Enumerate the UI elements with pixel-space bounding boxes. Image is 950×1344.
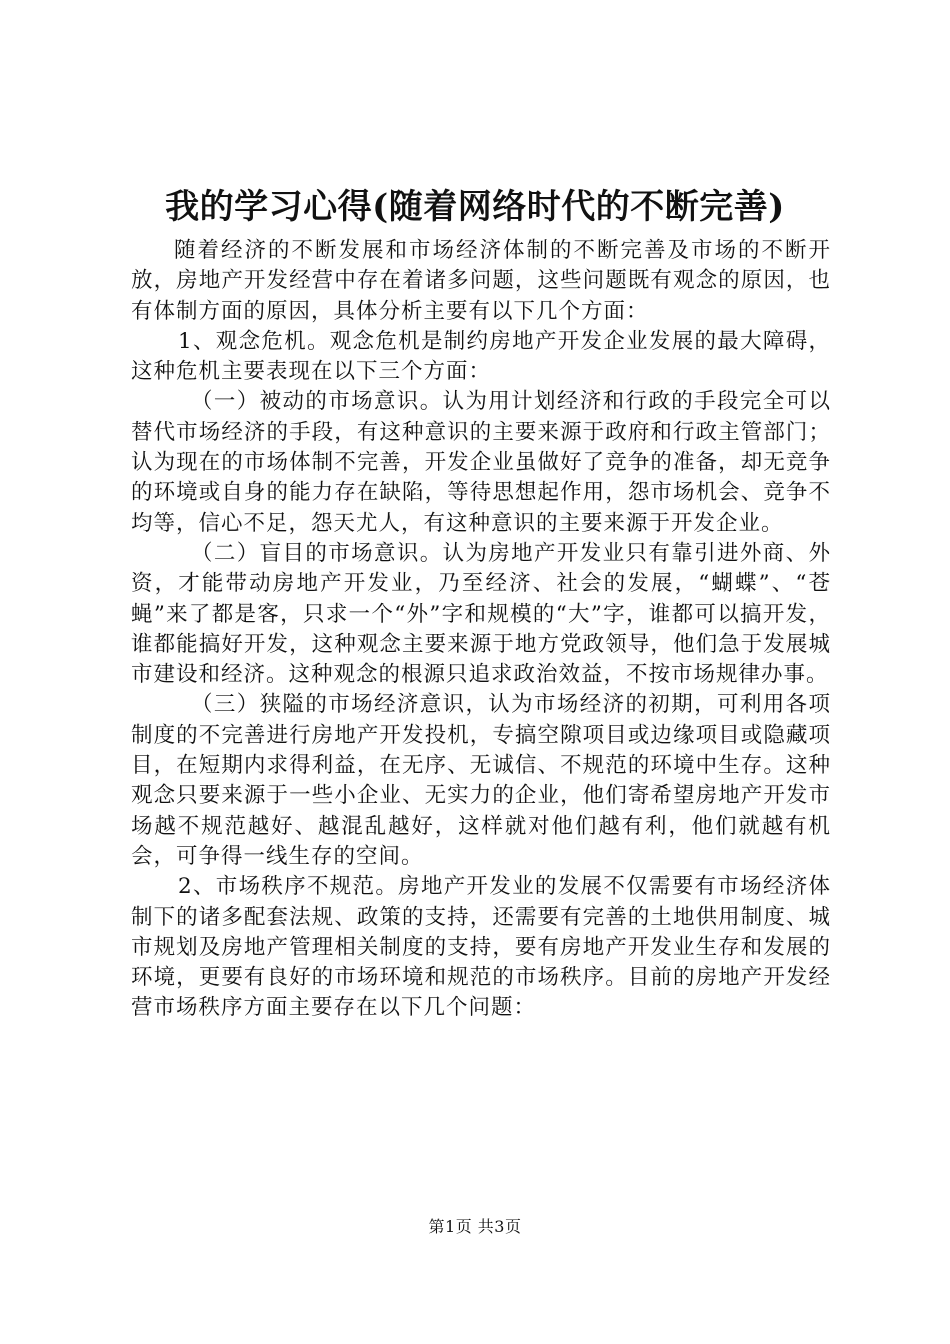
document-title: 我的学习心得(随着网络时代的不断完善) (165, 187, 785, 227)
document-body (131, 236, 831, 1024)
page-number-footer: 第1页 共3页 (428, 1217, 522, 1236)
paragraph-blind-market-awareness: （二）盲目的市场意识。认为房地产开发业只有靠引进外商、外资，才能带动房地产开发业，乃至经济、社会的发展，“蝴蝶”、“苍蝇”来了都是客，只求一个“外”字和规模的“大”字，谁都可以搞开发，谁都能搞好开发，这种观念主要来源于地方党政领导，他们急于发展城市建设和经济。这种观念的根源只追求政治效益，不按市场规律办事。 (131, 540, 831, 688)
paragraph-concept-crisis: 1、观念危机。观念危机是制约房地产开发企业发展的最大障碍，这种危机主要表现在以下三个方面： (131, 328, 831, 385)
paragraph-intro: 随着经济的不断发展和市场经济体制的不断完善及市场的不断开放，房地产开发经营中存在着诸多问题，这些问题既有观念的原因，也有体制方面的原因，具体分析主要有以下几个方面： (131, 238, 831, 324)
paragraph-narrow-market-awareness: （三）狭隘的市场经济意识，认为市场经济的初期，可利用各项制度的不完善进行房地产开发投机，专搞空隙项目或边缘项目或隐藏项目，在短期内求得利益，在无序、无诚信、不规范的环境中生存。这种观念只要来源于一些小企业、无实力的企业，他们寄希望房地产开发市场越不规范越好、越混乱越好，这样就对他们越有利，他们就越有机会，可争得一线生存的空间。 (131, 692, 831, 869)
paragraph-passive-market-awareness: （一）被动的市场意识。认为用计划经济和行政的手段完全可以替代市场经济的手段，有这种意识的主要来源于政府和行政主管部门；认为现在的市场体制不完善，开发企业虽做好了竞争的准备，却无竞争的环境或自身的能力存在缺陷，等待思想起作用，怨市场机会、竞争不均等，信心不足，怨天尤人，有这种意识的主要来源于开发企业。 (131, 389, 831, 536)
paragraph-market-order: 2、市场秩序不规范。房地产开发业的发展不仅需要有市场经济体制下的诸多配套法规、政策的支持，还需要有完善的土地供用制度、城市规划及房地产管理相关制度的支持，要有房地产开发业生存和发展的环境，更要有良好的市场环境和规范的市场秩序。目前的房地产开发经营市场秩序方面主要存在以下几个问题： (131, 874, 831, 1021)
